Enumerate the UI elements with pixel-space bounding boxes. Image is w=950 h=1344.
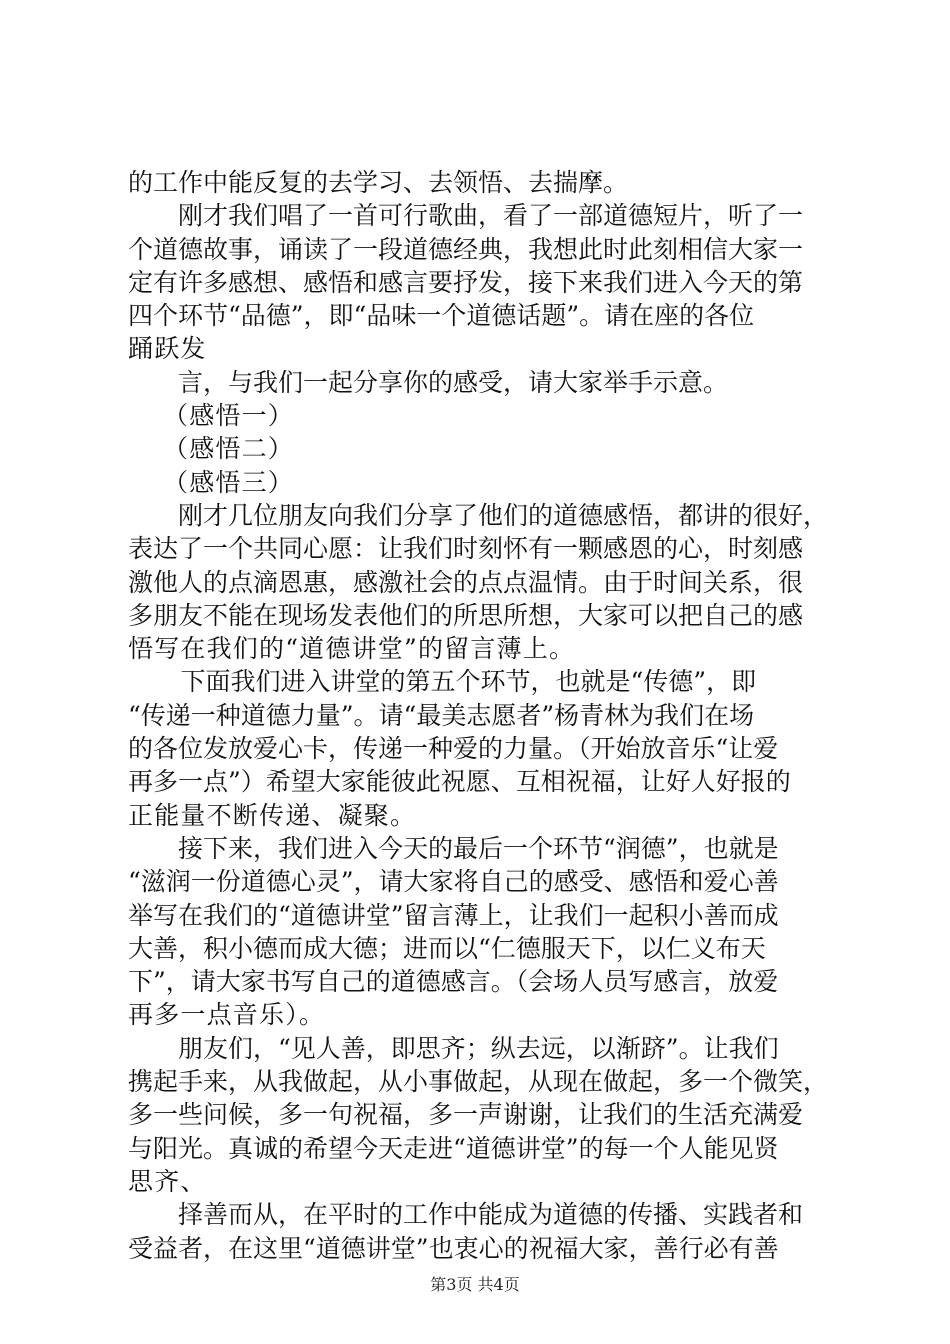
page-footer: 第3页 共4页 bbox=[430, 1275, 520, 1294]
text-line: 朋友们，“见人善，即思齐；纵去远，以渐跻”。让我们 bbox=[178, 1033, 779, 1063]
text-line: 思齐、 bbox=[128, 1166, 207, 1196]
text-line: 下面我们进入讲堂的第五个环节，也就是“传德”，即 bbox=[180, 667, 757, 697]
text-line: 定有许多感想、感悟和感言要抒发，接下来我们进入今天的第 bbox=[128, 267, 804, 297]
text-line: “传递一种道德力量”。请“最美志愿者”杨青林为我们在场 bbox=[128, 700, 755, 730]
text-line: 刚才我们唱了一首可行歌曲，看了一部道德短片，听了一 bbox=[178, 201, 804, 231]
text-line: 的工作中能反复的去学习、去领悟、去揣摩。 bbox=[128, 168, 629, 197]
text-line: 多朋友不能在现场发表他们的所思所想，大家可以把自己的感 bbox=[128, 600, 804, 630]
text-line: 再多一点音乐）。 bbox=[128, 1000, 326, 1030]
text-line: 下”，请大家书写自己的道德感言。（会场人员写感言，放爱 bbox=[128, 967, 779, 997]
text-line: 举写在我们的“道德讲堂”留言薄上，让我们一起积小善而成 bbox=[128, 900, 779, 930]
text-line: 正能量不断传递、凝聚。 bbox=[128, 800, 417, 830]
text-line: 与阳光。真诚的希望今天走进“道德讲堂”的每一个人能见贤 bbox=[128, 1133, 779, 1163]
text-line: 悟写在我们的“道德讲堂”的留言薄上。 bbox=[128, 634, 576, 664]
text-line: 踊跃发 bbox=[128, 334, 207, 364]
text-line: 言，与我们一起分享你的感受，请大家举手示意。 bbox=[178, 367, 729, 397]
text-line: 个道德故事，诵读了一段道德经典，我想此时此刻相信大家一 bbox=[128, 234, 804, 264]
text-line: 的各位发放爱心卡，传递一种爱的力量。（开始放音乐“让爱 bbox=[128, 734, 779, 764]
text-line: 接下来，我们进入今天的最后一个环节“润德”，也就是 bbox=[178, 833, 779, 863]
text-line: 多一些问候，多一句祝福，多一声谢谢，让我们的生活充满爱 bbox=[128, 1100, 804, 1130]
text-line: 再多一点”）希望大家能彼此祝愿、互相祝福，让好人好报的 bbox=[128, 767, 791, 797]
text-line: 受益者，在这里“道德讲堂”也衷心的祝福大家，善行必有善 bbox=[128, 1233, 779, 1263]
text-line: （感悟三） bbox=[163, 467, 295, 497]
text-line: （感悟二） bbox=[163, 434, 295, 464]
text-line: （感悟一） bbox=[163, 401, 295, 431]
text-line: 大善，积小德而成大德；进而以“仁德服天下，以仁义布天 bbox=[128, 933, 766, 963]
text-line: 激他人的点滴恩惠，感激社会的点点温情。由于时间关系，很 bbox=[128, 567, 804, 597]
document-body bbox=[128, 166, 838, 1265]
text-line: “滋润一份道德心灵”，请大家将自己的感受、感悟和爱心善 bbox=[128, 867, 779, 897]
text-line: 表达了一个共同心愿：让我们时刻怀有一颗感恩的心，时刻感 bbox=[128, 534, 804, 564]
text-line: 四个环节“品德”，即“品味一个道德话题”。请在座的各位 bbox=[128, 301, 755, 331]
text-line: 刚才几位朋友向我们分享了他们的道德感悟，都讲的很好， bbox=[178, 500, 829, 530]
text-line: 择善而从，在平时的工作中能成为道德的传播、实践者和 bbox=[178, 1200, 804, 1230]
text-line: 携起手来，从我做起，从小事做起，从现在做起，多一个微笑， bbox=[128, 1067, 829, 1097]
